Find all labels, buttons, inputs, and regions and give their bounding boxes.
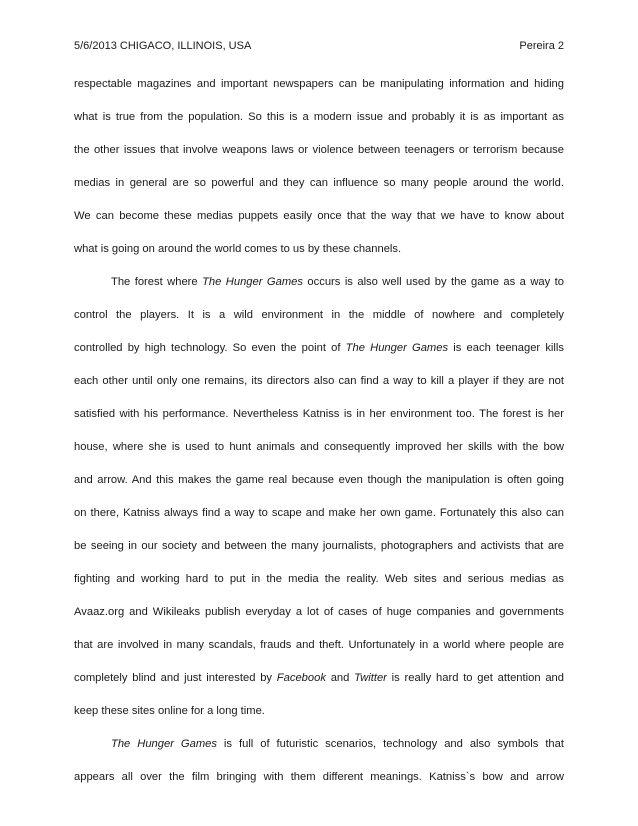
paragraph-first-line (74, 728, 564, 761)
text-line (74, 332, 564, 365)
book-title: The Hunger Games (202, 276, 303, 288)
text-line: control the players. It is a wild environment in the middle of nowhere and completely (74, 309, 564, 321)
text-line: that are involved in many scandals, frauds and theft. Unfortunately in a world where people are (74, 639, 564, 651)
site-name: Twitter (354, 672, 387, 684)
text-run: completely blind and just interested by (74, 672, 277, 684)
text-line: respectable magazines and important newspapers can be manipulating information and hiding (74, 78, 564, 90)
text-run: is really hard to get attention and (386, 672, 564, 684)
page-header (74, 38, 564, 54)
text-line: medias in general are so powerful and they can influence so many people around the world. (74, 177, 564, 189)
text-line: fighting and working hard to put in the media the reality. Web sites and serious medias as (74, 573, 564, 585)
book-title: The Hunger Games (345, 342, 449, 354)
text-line: We can become these medias puppets easily once that the way that we have to know about (74, 210, 564, 222)
header-date-location: 5/6/2013 CHIGACO, ILLINOIS, USA (74, 40, 252, 52)
text-line: keep these sites online for a long time. (74, 705, 265, 717)
text-line (74, 662, 564, 695)
text-line: satisfied with his performance. Nevertheless Katniss is in her environment too. The forest is her (74, 408, 564, 420)
text-line: what is true from the population. So this is a modern issue and probably it is as important as (74, 111, 564, 123)
text-run: is full of futuristic scenarios, technology and also symbols that (216, 738, 564, 750)
body-text (74, 68, 564, 794)
text-line: on there, Katniss always find a way to scape and make her own game. Fortunately this also can (74, 507, 564, 519)
text-line: what is going on around the world comes to us by these channels. (74, 243, 402, 255)
text-line: Avaaz.org and Wikileaks publish everyday a lot of cases of huge companies and governments (74, 606, 564, 618)
book-title: The Hunger Games (111, 738, 217, 750)
paragraph-first-line (74, 266, 564, 299)
text-line: be seeing in our society and between the many journalists, photographers and activists that are (74, 540, 564, 552)
text-line: and arrow. And this makes the game real because even though the manipulation is often going (74, 474, 564, 486)
header-page-number: Pereira 2 (519, 40, 564, 52)
text-run: is each teenager kills (448, 342, 564, 354)
text-run: and (325, 672, 355, 684)
text-line: each other until only one remains, its directors also can find a way to kill a player if they are not (74, 375, 564, 387)
text-line: appears all over the film bringing with them different meanings. Katniss`s bow and arrow (74, 771, 564, 783)
site-name: Facebook (276, 672, 326, 684)
text-line: house, where she is used to hunt animals and consequently improved her skills with the bow (74, 441, 564, 453)
text-run: occurs is also well used by the game as a way to (302, 276, 564, 288)
text-run: The forest where (111, 276, 203, 288)
text-line: the other issues that involve weapons laws or violence between teenagers or terrorism because (74, 144, 564, 156)
text-run: controlled by high technology. So even the point of (74, 342, 346, 354)
